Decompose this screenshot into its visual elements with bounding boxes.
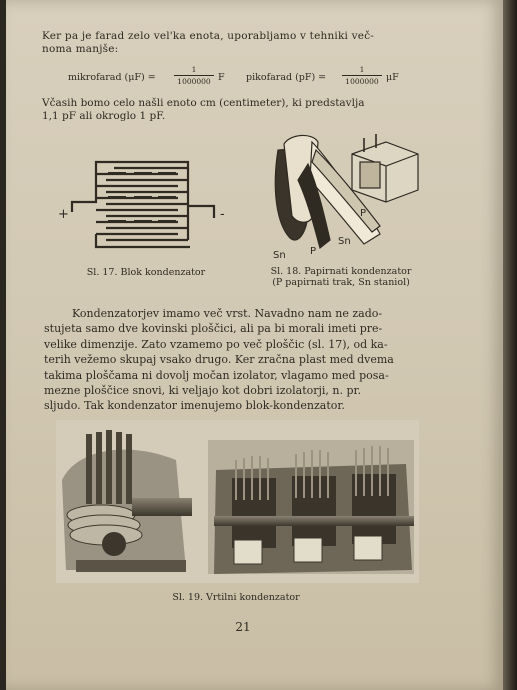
book-page — [6, 0, 503, 690]
fig18-caption-line-1: Sl. 18. Papirnati kondenzator — [270, 266, 412, 277]
formula-left-numerator: 1 — [191, 65, 197, 74]
fig18-caption-line-2: (P papirnati trak, Sn staniol) — [272, 277, 410, 288]
paper-capacitor-illustration — [268, 128, 428, 262]
sn-label-right: Sn — [338, 236, 351, 247]
formula-right-label: pikofarad (pF) = — [246, 72, 327, 83]
book-spine-shadow — [503, 0, 517, 690]
sn-label-left: Sn — [273, 250, 286, 261]
fig18-caption — [251, 266, 431, 288]
intro-paragraph — [42, 30, 432, 56]
fig17-caption: Sl. 17. Blok kondenzator — [86, 267, 206, 278]
intro-line-1: Ker pa je farad zelo vel'ka enota, uporabljamo v tehniki več- — [42, 30, 375, 42]
minus-terminal-label: - — [220, 207, 225, 222]
body-line-2: stujeta samo dve kovinski ploščici, ali pa bi morali imeti pre- — [44, 322, 383, 336]
formula-right-numerator: 1 — [359, 65, 365, 74]
formula-left-fraction — [174, 65, 214, 86]
intro-line-2: noma manjše: — [42, 43, 119, 55]
fig19-caption: Sl. 19. Vrtilni kondenzator — [172, 592, 300, 603]
block-capacitor-diagram — [50, 152, 240, 260]
plus-terminal-label: + — [58, 207, 69, 222]
formula-left-label: mikrofarad (μF) = — [68, 72, 156, 83]
variable-capacitor-photo — [56, 420, 419, 583]
p-label-right: P — [360, 208, 367, 219]
cm-line-2: 1,1 pF ali okroglo 1 pF. — [42, 110, 166, 122]
body-line-1: Kondenzatorjev imamo več vrst. Navadno nam ne zado- — [72, 307, 383, 320]
p-label-left: P — [310, 246, 317, 257]
body-line-5: takima ploščama ni dovolj močan izolator, vlagamo med posa- — [44, 368, 389, 382]
formula-right-unit: μF — [386, 72, 399, 83]
formula-right-fraction — [342, 65, 382, 86]
body-line-6: mezne ploščice snovi, ki veljajo kot dobri izolatorji, n. pr. — [44, 384, 362, 398]
body-line-4: terih vežemo skupaj vsako drugo. Ker zračna plast med dvema — [44, 353, 394, 367]
formula-left-unit: F — [218, 72, 225, 83]
formula-left-denominator: 1000000 — [177, 77, 211, 86]
cm-paragraph — [42, 97, 432, 123]
page-number: 21 — [235, 620, 251, 634]
body-paragraph — [44, 306, 430, 414]
body-line-3: velike dimenzije. Zato vzamemo po več ploščic (sl. 17), od ka- — [44, 337, 388, 351]
body-line-7: sljudo. Tak kondenzator imenujemo blok-kondenzator. — [44, 399, 345, 413]
formula-right-denominator: 1000000 — [345, 77, 379, 86]
unit-formulas — [68, 65, 408, 93]
cm-line-1: Včasih bomo celo našli enoto cm (centimeter), ki predstavlja — [42, 97, 365, 109]
